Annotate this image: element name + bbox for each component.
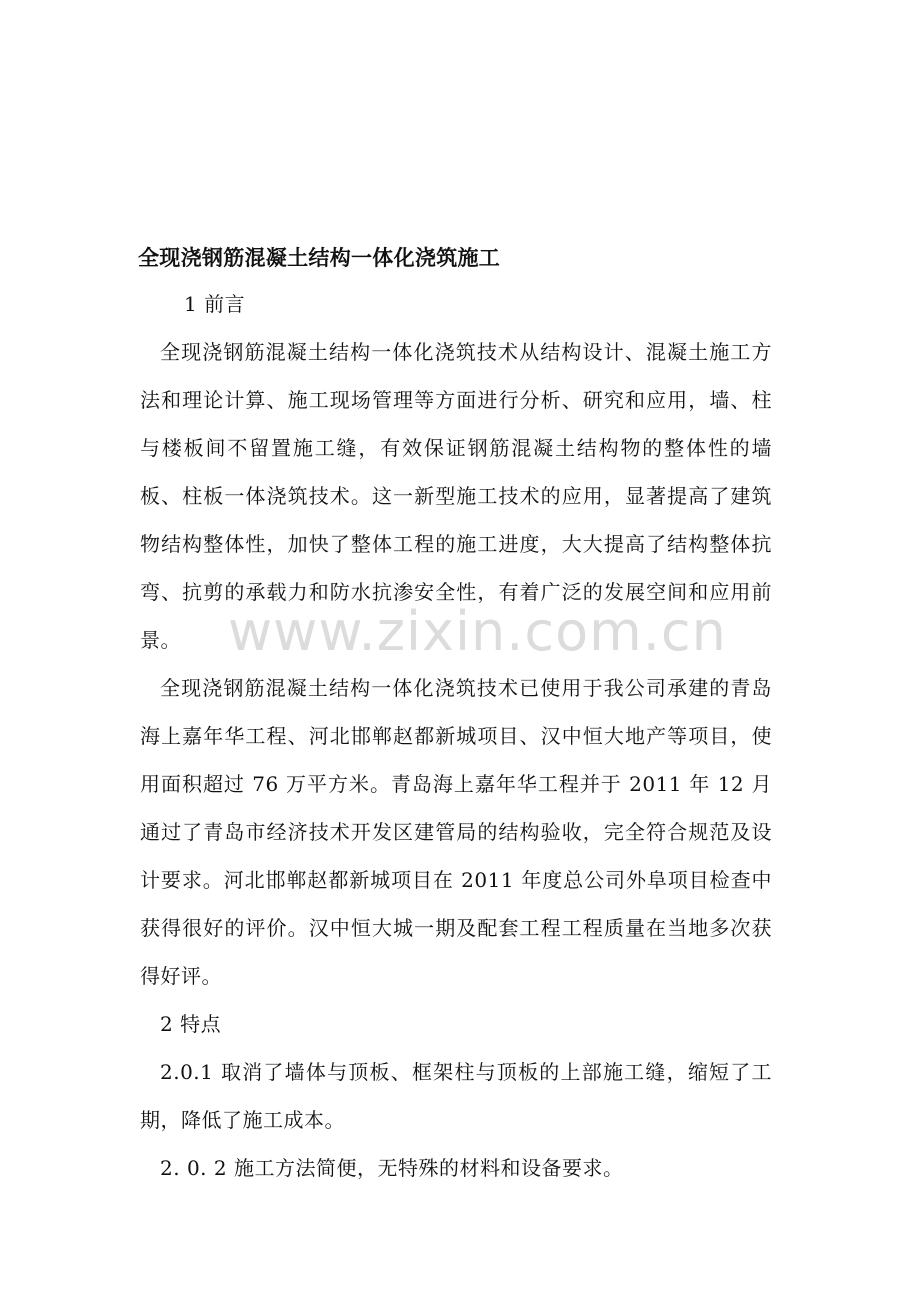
- paragraph-applications: 全现浇钢筋混凝土结构一体化浇筑技术已使用于我公司承建的青岛海上嘉年华工程、河北邯郸赵都新城项目、汉中恒大地产等项目，使用面积超过 76 万平方米。青岛海上嘉年华工程并于 2011 年 12 月通过了青岛市经济技术开发区建管局的结构验收，完全符合规范及设计要求。河北邯郸赵都新城项目在 2011 年度总公司外阜项目检查中获得很好的评价。汉中恒大城一期及配套工程工程质量在当地多次获得好评。: [140, 676, 772, 988]
- section-heading-preface: 1 前言: [184, 292, 246, 316]
- section-heading-features: 2 特点: [160, 1012, 222, 1036]
- watermark: www.zixin.com.cn: [228, 600, 727, 663]
- document-page: [140, 236, 772, 1192]
- paragraph-intro: 全现浇钢筋混凝土结构一体化浇筑技术从结构设计、混凝土施工方法和理论计算、施工现场管理等方面进行分析、研究和应用，墙、柱与楼板间不留置施工缝，有效保证钢筋混凝土结构物的整体性的墙板、柱板一体浇筑技术。这一新型施工技术的应用，显著提高了建筑物结构整体性，加快了整体工程的施工进度，大大提高了结构整体抗弯、抗剪的承载力和防水抗渗安全性，有着广泛的发展空间和应用前景。: [140, 340, 772, 652]
- paragraph-feature-2-0-2: 2. 0. 2 施工方法简便，无特殊的材料和设备要求。: [160, 1156, 624, 1180]
- paragraph-feature-2-0-1: 2.0.1 取消了墙体与顶板、框架柱与顶板的上部施工缝，缩短了工期，降低了施工成本。: [140, 1060, 772, 1132]
- document-title: 全现浇钢筋混凝土结构一体化浇筑施工: [138, 246, 501, 270]
